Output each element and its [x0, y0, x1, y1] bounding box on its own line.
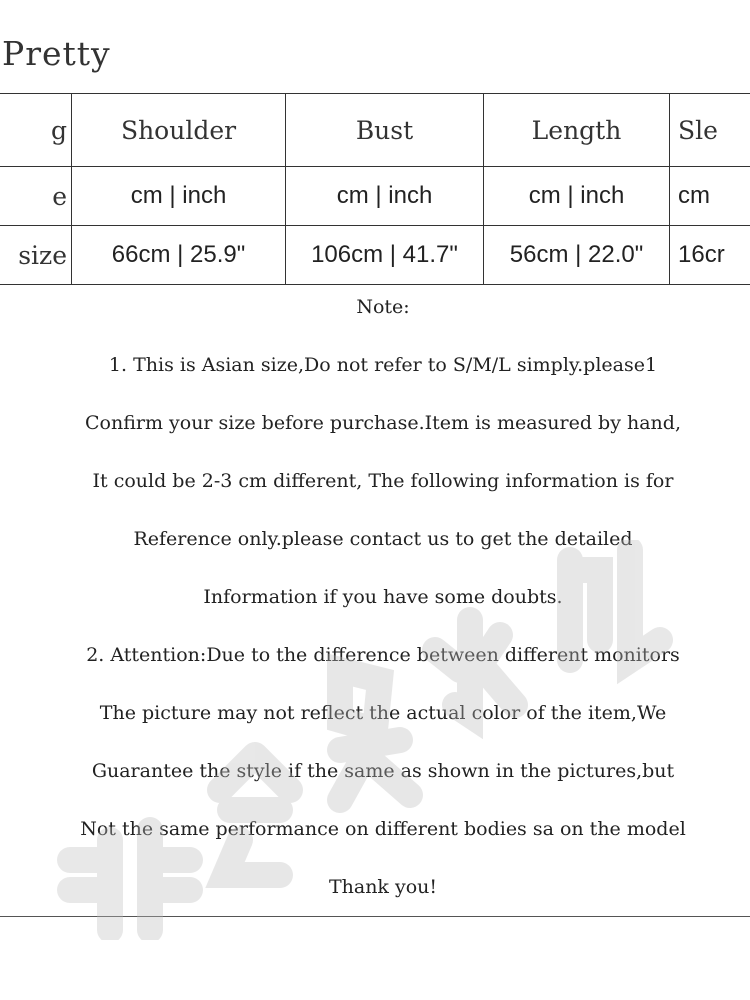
- unit-cell-length: cm | inch: [484, 167, 670, 226]
- note-line: 1. This is Asian size,Do not refer to S/M/L simply.please1: [108, 354, 658, 376]
- column-header-sleeve: Sle: [670, 94, 750, 167]
- value-cell-shoulder: 66cm | 25.9": [72, 226, 286, 285]
- bottom-divider: [0, 916, 750, 917]
- note-line: Reference only.please contact us to get the detailed: [133, 528, 633, 550]
- note-line: Guarantee the style if the same as shown in the pictures,but: [91, 760, 675, 782]
- column-header-shoulder: Shoulder: [72, 94, 286, 167]
- note-line: 2. Attention:Due to the difference between different monitors: [86, 644, 680, 666]
- note-line: The picture may not reflect the actual color of the item,We: [99, 702, 667, 724]
- table-value-row: [0, 226, 750, 285]
- row-label-unit: e: [0, 167, 72, 226]
- unit-cell-bust: cm | inch: [286, 167, 484, 226]
- notes-section: [0, 290, 750, 928]
- table-unit-row: [0, 167, 750, 226]
- note-line: It could be 2-3 cm different, The following information is for: [92, 470, 674, 492]
- unit-cell-shoulder: cm | inch: [72, 167, 286, 226]
- row-label-size: size: [0, 226, 72, 285]
- note-closing: Thank you!: [328, 876, 438, 898]
- row-label-header: g: [0, 94, 72, 167]
- notes-heading: Note:: [356, 296, 410, 318]
- unit-cell-sleeve: cm: [670, 167, 750, 226]
- table-header-row: [0, 94, 750, 167]
- note-line: Confirm your size before purchase.Item is measured by hand,: [85, 412, 681, 434]
- column-header-bust: Bust: [286, 94, 484, 167]
- size-chart-table: [0, 93, 750, 285]
- note-line: Not the same performance on different bodies sa on the model: [80, 818, 686, 840]
- value-cell-bust: 106cm | 41.7": [286, 226, 484, 285]
- brand-title: Pretty: [2, 34, 111, 73]
- value-cell-sleeve: 16cr: [670, 226, 750, 285]
- column-header-length: Length: [484, 94, 670, 167]
- value-cell-length: 56cm | 22.0": [484, 226, 670, 285]
- note-line: Information if you have some doubts.: [203, 586, 563, 608]
